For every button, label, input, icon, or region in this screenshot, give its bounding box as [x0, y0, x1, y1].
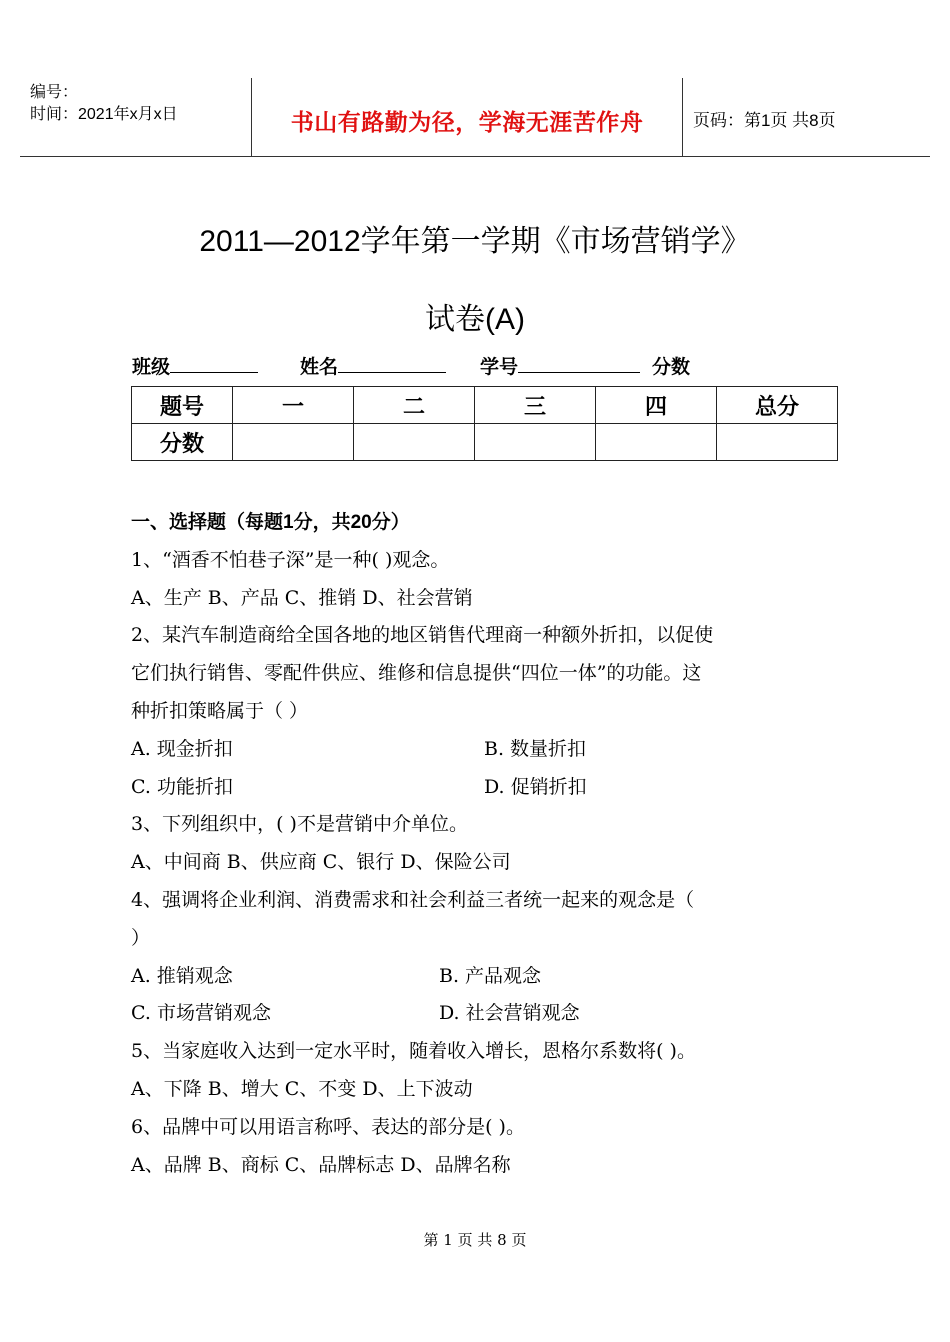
- question-options: [131, 995, 831, 1033]
- score-cell[interactable]: [596, 424, 717, 461]
- exam-subtitle: 试卷(A): [425, 303, 525, 336]
- number-label: 编号：: [30, 84, 79, 101]
- question-stem: 4、强调将企业利润、消费需求和社会利益三者统一起来的观念是（: [131, 888, 695, 911]
- score-table: [131, 386, 838, 461]
- score-label: 分数: [652, 357, 691, 378]
- table-row-label: 分数: [132, 424, 233, 461]
- name-label: 姓名: [300, 357, 339, 378]
- score-cell[interactable]: [354, 424, 475, 461]
- header-page-info: 页码：第1页 共8页: [693, 111, 836, 130]
- exam-content: [131, 504, 831, 1184]
- option-d: D. 社会营销观念: [439, 1002, 580, 1025]
- option-d: D. 促销折扣: [484, 775, 587, 798]
- question-options: [131, 731, 831, 769]
- name-blank[interactable]: [338, 354, 446, 373]
- question-options: [131, 958, 831, 996]
- time-label: 时间：2021年x月x日: [30, 106, 178, 123]
- header-motto: 书山有路勤为径，学海无涯苦作舟: [290, 109, 644, 135]
- question-stem: 6、品牌中可以用语言称呼、表达的部分是( )。: [131, 1115, 525, 1138]
- option-b: B. 数量折扣: [484, 737, 587, 760]
- question-stem: 5、当家庭收入达到一定水平时，随着收入增长，恩格尔系数将( )。: [131, 1040, 696, 1063]
- score-cell[interactable]: [717, 424, 838, 461]
- question-options: A、中间商 B、供应商 C、银行 D、保险公司: [131, 851, 511, 874]
- question-options: A、生产 B、产品 C、推销 D、社会营销: [131, 586, 473, 609]
- table-header-cell: 三: [475, 387, 596, 424]
- table-header-cell: 二: [354, 387, 475, 424]
- option-a: A. 现金折扣: [131, 737, 233, 760]
- question-options: A、下降 B、增大 C、不变 D、上下波动: [131, 1077, 473, 1100]
- table-header-cell: 题号: [132, 387, 233, 424]
- option-c: C. 市场营销观念: [131, 1002, 271, 1025]
- option-a: A. 推销观念: [131, 964, 233, 987]
- exam-title: 2011—2012学年第一学期《市场营销学》: [199, 225, 751, 258]
- class-blank[interactable]: [170, 354, 258, 373]
- header-divider: [682, 78, 683, 156]
- question-stem: 1、“酒香不怕巷子深”是一种( )观念。: [131, 548, 450, 571]
- table-row: [132, 387, 838, 424]
- class-label: 班级: [132, 357, 171, 378]
- id-blank[interactable]: [518, 354, 640, 373]
- table-header-cell: 一: [233, 387, 354, 424]
- question-stem: 3、下列组织中，( )不是营销中介单位。: [131, 813, 468, 836]
- page-footer: 第 1 页 共 8 页: [423, 1231, 527, 1249]
- document-header: [20, 78, 930, 157]
- id-label: 学号: [480, 357, 519, 378]
- header-meta: [30, 82, 178, 126]
- question-options: [131, 769, 831, 807]
- score-cell[interactable]: [475, 424, 596, 461]
- question-stem: 它们执行销售、零配件供应、维修和信息提供“四位一体”的功能。这: [131, 662, 702, 685]
- question-options: A、品牌 B、商标 C、品牌标志 D、品牌名称: [131, 1153, 511, 1176]
- student-info-fields: [132, 352, 690, 379]
- option-c: C. 功能折扣: [131, 775, 233, 798]
- section-title: 一、选择题（每题1分，共20分）: [131, 512, 410, 533]
- table-header-cell: 四: [596, 387, 717, 424]
- question-stem: ）: [131, 926, 151, 949]
- option-b: B. 产品观念: [439, 964, 542, 987]
- question-stem: 种折扣策略属于（ ）: [131, 699, 309, 722]
- question-stem: 2、某汽车制造商给全国各地的地区销售代理商一种额外折扣，以促使: [131, 624, 714, 647]
- score-cell[interactable]: [233, 424, 354, 461]
- table-row: [132, 424, 838, 461]
- table-header-cell: 总分: [717, 387, 838, 424]
